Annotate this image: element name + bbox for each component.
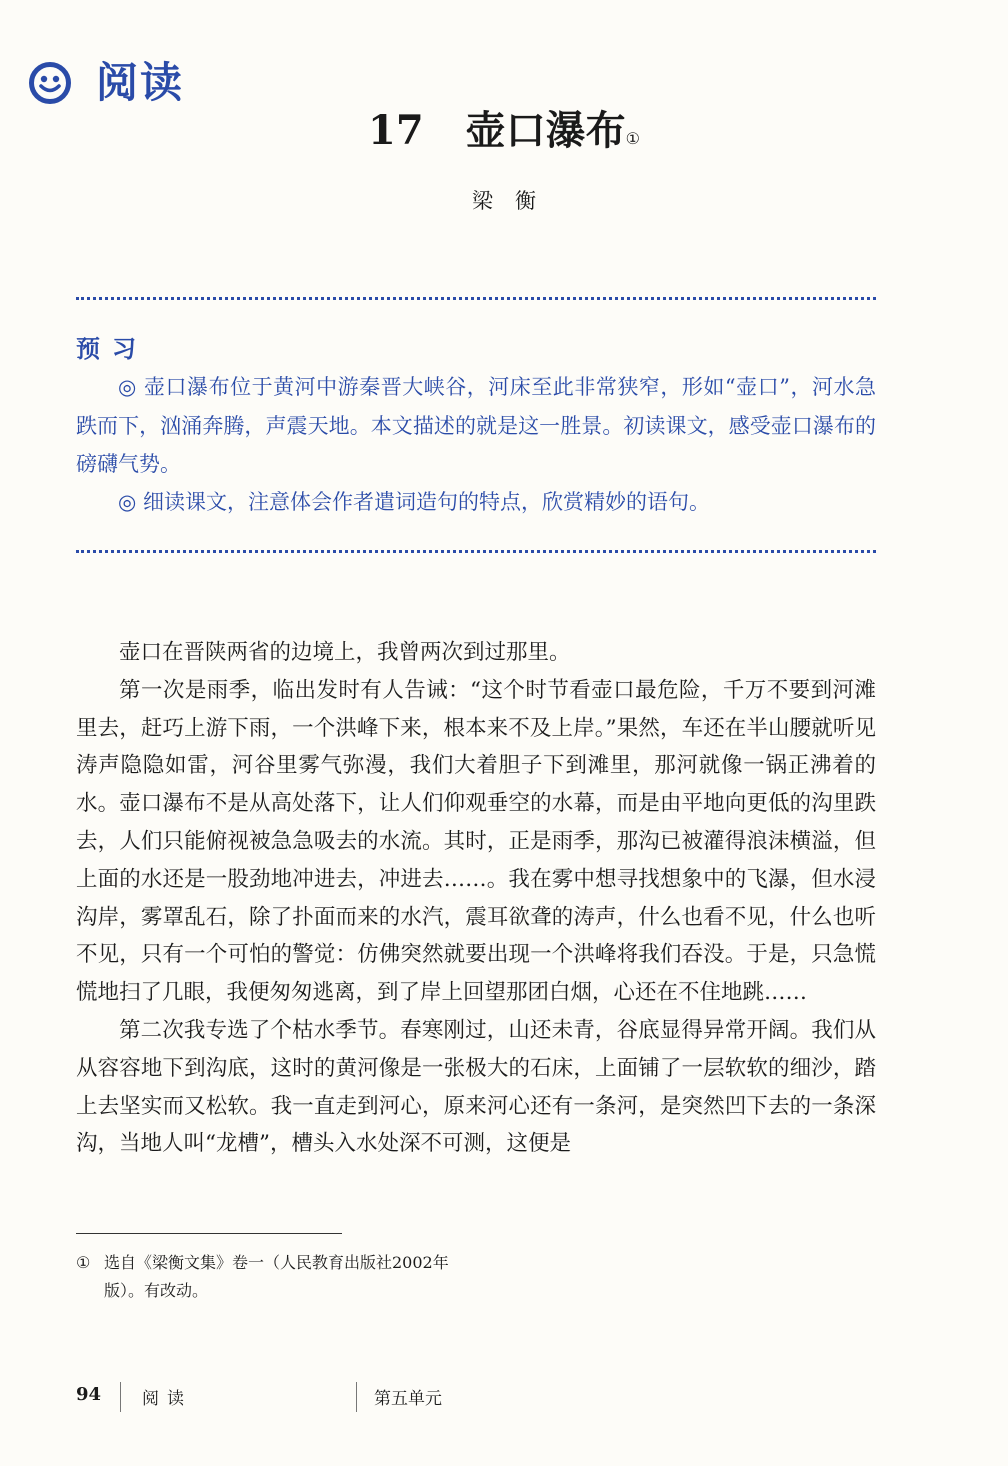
page-number: 94 — [76, 1384, 102, 1405]
lesson-title-line — [0, 98, 1008, 172]
body-paragraph: 第二次我专选了个枯水季节。春寒刚过，山还未青，谷底显得异常开阔。我们从从容容地下到沟底，这时的黄河像是一张极大的石床，上面铺了一层软软的细沙，踏上去坚实而又松软。我一直走到河心，原来河心还有一条河，是突然凹下去的一条深沟，当地人叫“龙槽”，槽头入水处深不可测，这便是 — [76, 1017, 876, 1157]
lesson-title: 壶口瀑布 — [465, 107, 626, 154]
footnote-text: 选自《梁衡文集》卷一（人民教育出版社2002年版）。有改动。 — [104, 1253, 449, 1300]
body-paragraph: 第一次是雨季，临出发时有人告诫：“这个时节看壶口最危险，千万不要到河滩里去，赶巧上游下雨，一个洪峰下来，根本来不及上岸。”果然，车还在半山腰就听见涛声隐隐如雷，河谷里雾气弥漫，我们大着胆子下到滩里，那河就像一锅正沸着的水。壶口瀑布不是从高处落下，让人们仰观垂空的水幕，而是由平地向更低的沟里跌去，人们只能俯视被急急吸去的水流。其时，正是雨季，那沟已被灌得浪沫横溢，但上面的水还是一股劲地冲进去，冲进去……。我在雾中想寻找想象中的飞瀑，但水浸沟岸，雾罩乱石，除了扑面而来的水汽，震耳欲聋的涛声，什么也看不见，什么也听不见，只有一个可怕的警觉：仿佛突然就要出现一个洪峰将我们吞没。于是，只急慌慌地扫了几眼，我便匆匆逃离，到了岸上回望那团白烟，心还在不住地跳…… — [76, 677, 876, 1006]
preview-divider-top — [76, 297, 876, 300]
author: 梁衡 — [472, 189, 558, 213]
footnote-number: ① — [76, 1253, 91, 1272]
footer-section: 阅读 — [142, 1389, 192, 1409]
footer-separator — [120, 1382, 121, 1412]
preview-divider-bottom — [76, 550, 876, 553]
footnote-rule — [76, 1233, 342, 1234]
body-paragraph: 壶口在晋陕两省的边境上，我曾两次到过那里。 — [119, 640, 571, 665]
section-label: 阅读 — [96, 58, 185, 107]
lesson-number: 17 — [367, 107, 424, 154]
title-footnote-marker[interactable]: ① — [625, 129, 640, 148]
footer-separator — [356, 1382, 357, 1412]
preview-heading: 预习 — [76, 335, 148, 363]
preview-item: ◎ 细读课文，注意体会作者遣词造句的特点，欣赏精妙的语句。 — [118, 490, 710, 514]
footnote — [76, 1249, 476, 1305]
article-body — [76, 634, 876, 1163]
preview-item: ◎ 壶口瀑布位于黄河中游秦晋大峡谷，河床至此非常狭窄，形如“壶口”，河水急跌而下，汹涌奔腾，声震天地。本文描述的就是这一胜景。初读课文，感受壶口瀑布的磅礴气势。 — [76, 375, 876, 476]
footer-unit: 第五单元 — [374, 1389, 442, 1409]
page-footer — [0, 1378, 1008, 1414]
